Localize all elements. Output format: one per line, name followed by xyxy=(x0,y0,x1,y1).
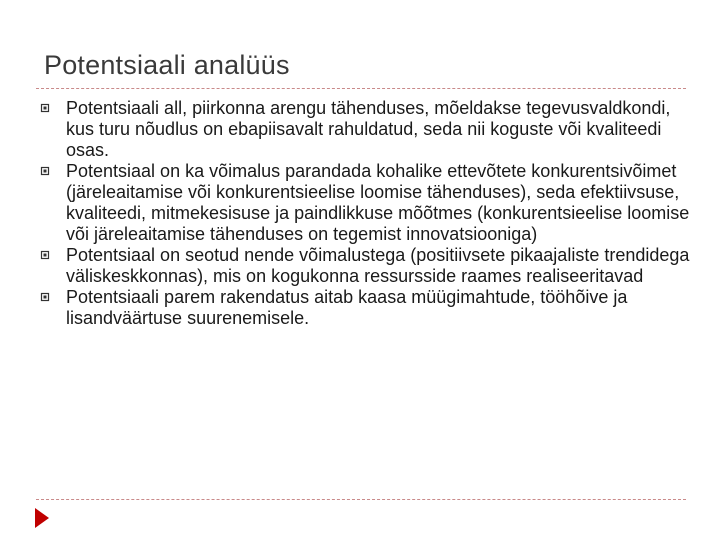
title-divider xyxy=(36,88,686,89)
bullet-text: Potentsiaali all, piirkonna arengu tähenduses, mõeldakse tegevusvaldkondi, kus turu nõudlus on ebapiisavalt rahuldatud, seda nii koguste või kvaliteedi osas. xyxy=(66,98,671,160)
square-bullet-icon xyxy=(40,166,50,176)
square-bullet-icon xyxy=(40,292,50,302)
bullet-list xyxy=(40,98,690,329)
bullet-item xyxy=(40,161,690,245)
slide-title: Potentsiaali analüüs xyxy=(44,50,290,80)
bullet-item xyxy=(40,287,690,329)
bullet-item xyxy=(40,245,690,287)
bullet-item xyxy=(40,98,690,161)
square-bullet-icon xyxy=(40,103,50,113)
bullet-text: Potentsiaal on seotud nende võimalustega (positiivsete pikaajaliste trendidega väliskeskkonnas), mis on kogukonna ressursside raames realiseeritavad xyxy=(66,245,690,286)
square-bullet-icon xyxy=(40,250,50,260)
footer-divider xyxy=(36,499,686,500)
bullet-text: Potentsiaali parem rakendatus aitab kaasa müügimahtude, tööhõive ja lisandväärtuse suurenemisele. xyxy=(66,287,628,328)
bullet-text: Potentsiaal on ka võimalus parandada kohalike ettevõtete konkurentsivõimet (järeleaitamise või konkurentsieelise loomise tähenduses), seda efektiivsuse, kvaliteedi, mitmekesisuse ja paindlikkuse mõõtmes (konkurentsieelise loomise või järeleaitamise tähenduses on tegemist innovatsiooniga) xyxy=(66,161,690,244)
play-arrow-icon[interactable] xyxy=(34,507,50,529)
